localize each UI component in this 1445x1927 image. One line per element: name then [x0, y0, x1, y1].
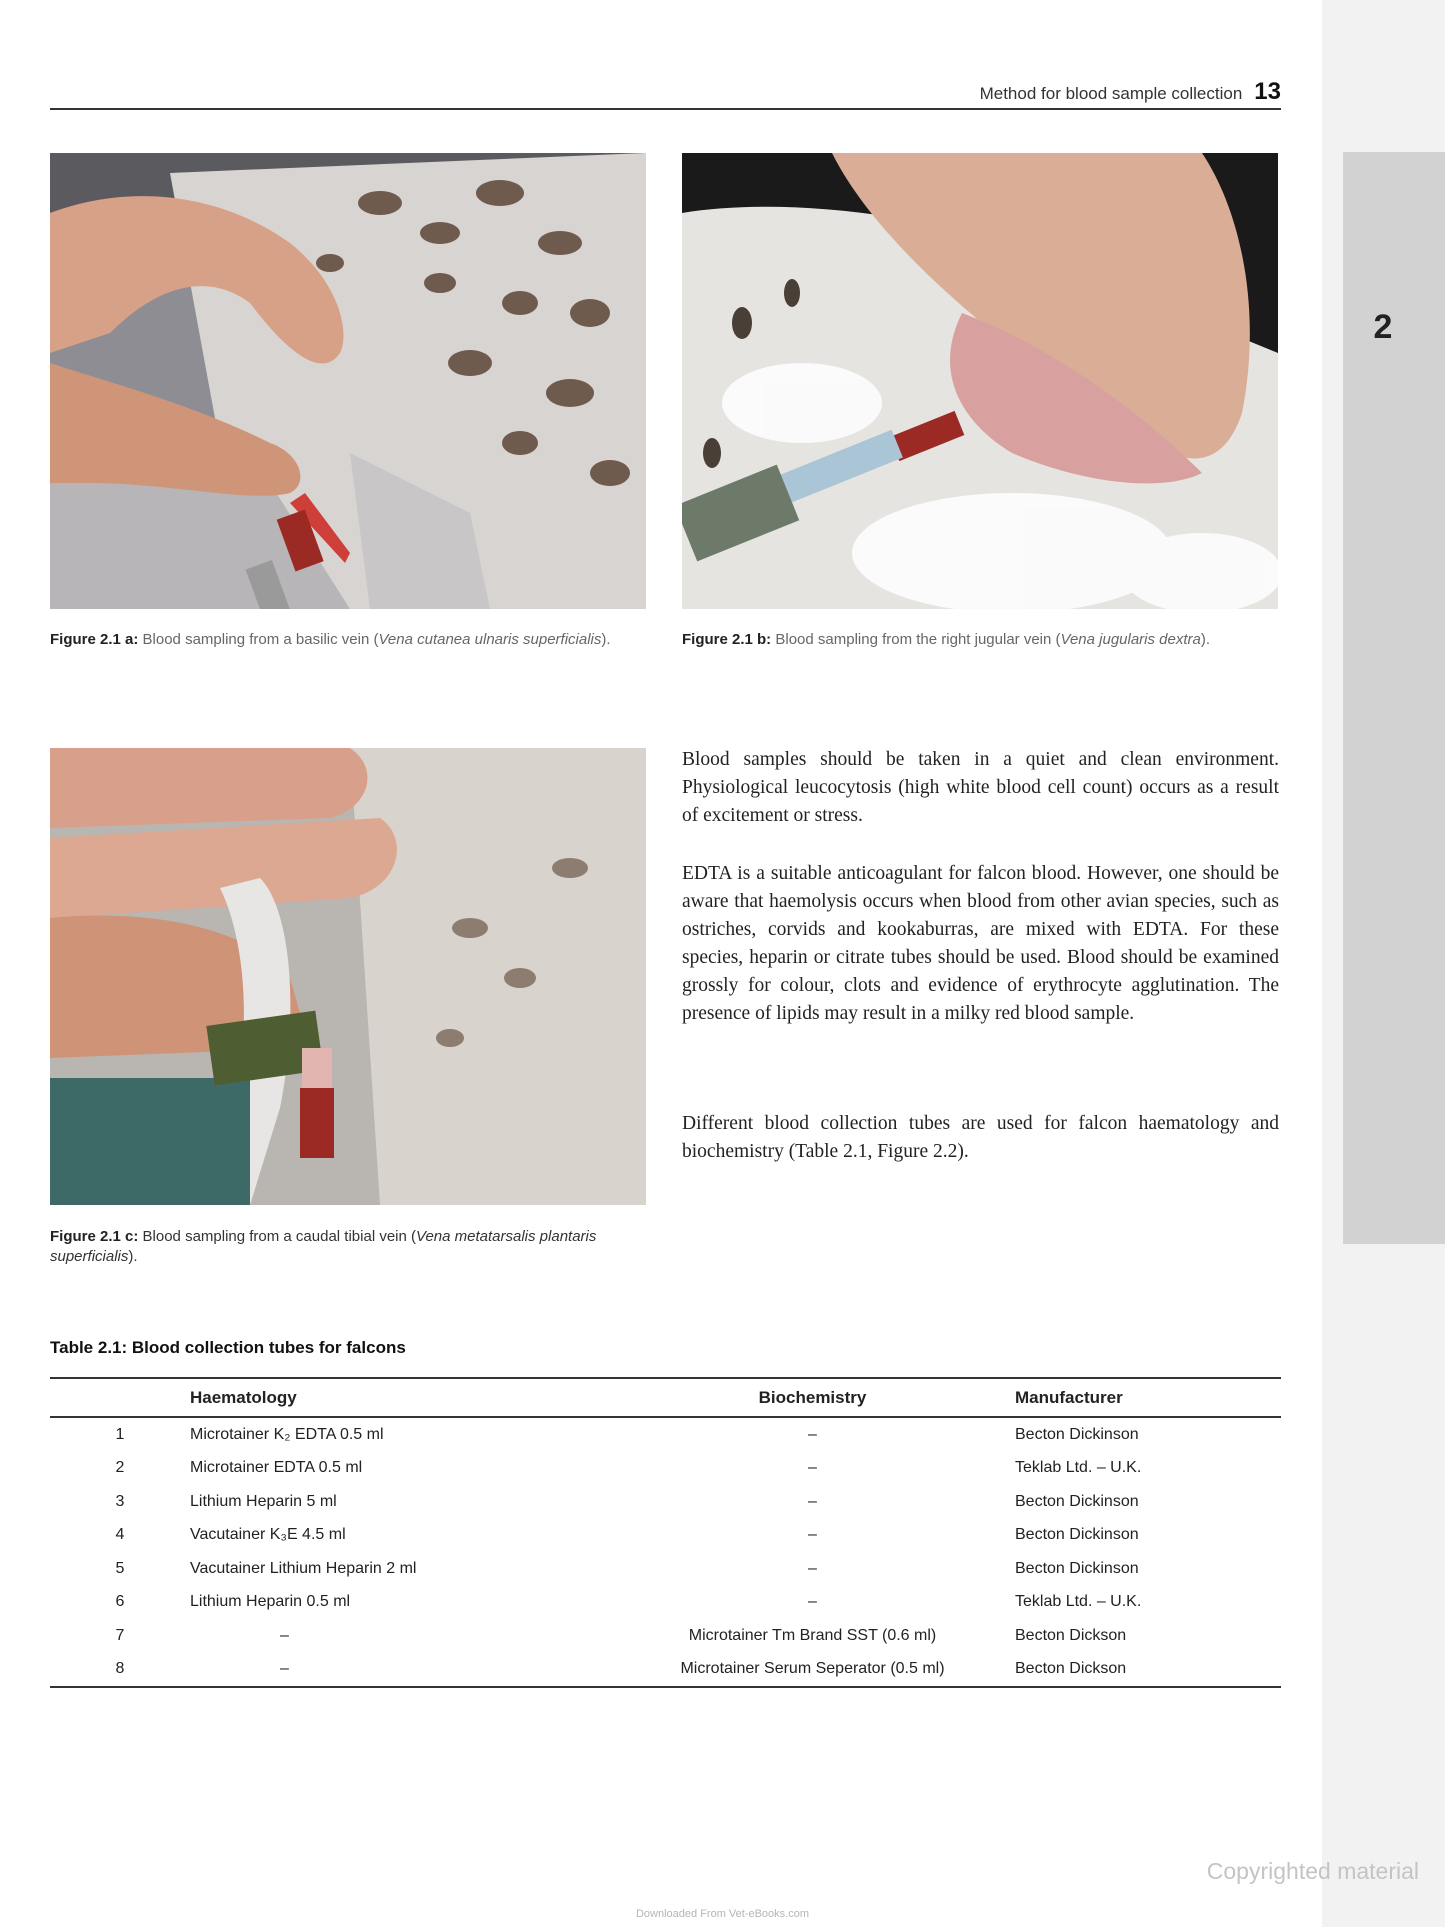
download-source-note: Downloaded From Vet-eBooks.com — [635, 1908, 810, 1920]
photo-basilic-vein-sampling — [50, 153, 646, 609]
running-header — [980, 78, 1281, 106]
header-biochemistry: Biochemistry — [758, 1387, 867, 1407]
cell-haematology: Lithium Heparin 0.5 ml — [190, 1593, 351, 1611]
chapter-number: 2 — [1373, 308, 1393, 346]
cell-biochemistry: – — [808, 1526, 817, 1544]
page-number: 13 — [1254, 78, 1281, 105]
figure-text-c: Blood sampling from a caudal tibial vein ( — [142, 1228, 417, 1245]
figure-text-a: Blood sampling from a basilic vein ( — [142, 631, 379, 648]
cell-manufacturer: Becton Dickson — [1015, 1626, 1127, 1644]
table-row — [50, 1519, 1281, 1553]
header-manufacturer: Manufacturer — [1015, 1387, 1123, 1407]
body-paragraph-2: EDTA is a suitable anticoagulant for falcon blood. However, one should be aware that haemolysis occurs when blood from other avian species, such as ostriches, corvids and kookaburras, are mixed with EDTA. For these species, heparin or citrate tubes should be used. Blood should be examined grossly for colour, clots and evidence of erythrocyte agglutination. The presence of lipids may result in a milky red blood sample. — [682, 863, 1279, 1024]
figure-latin-c: Vena metatarsalis plantaris superficialis — [50, 1228, 597, 1265]
figure-latin-a: Vena cutanea ulnaris superficialis — [378, 631, 602, 648]
copyright-watermark: Copyrighted material — [1206, 1858, 1419, 1884]
row-index: 1 — [115, 1425, 125, 1443]
cell-manufacturer: Becton Dickinson — [1015, 1526, 1139, 1544]
cell-manufacturer: Becton Dickinson — [1015, 1492, 1139, 1510]
cell-manufacturer: Becton Dickinson — [1015, 1559, 1139, 1577]
cell-biochemistry: – — [808, 1559, 817, 1577]
body-paragraph-3: Different blood collection tubes are used for falcon haematology and biochemistry (Table 2.1, Figure 2.2). — [682, 1113, 1279, 1162]
cell-manufacturer: Teklab Ltd. – U.K. — [1015, 1459, 1142, 1477]
cell-haematology: Microtainer K₂ EDTA 0.5 ml — [190, 1425, 384, 1443]
cell-biochemistry: Microtainer Tm Brand SST (0.6 ml) — [688, 1626, 937, 1644]
photo-jugular-vein-sampling — [682, 153, 1278, 609]
body-paragraph-1: Blood samples should be taken in a quiet and clean environment. Physiological leucocytosis (high white blood cell count) occurs as a result of excitement or stress. — [682, 749, 1279, 826]
cell-haematology: Lithium Heparin 5 ml — [190, 1492, 337, 1510]
table-row — [50, 1619, 1281, 1653]
figure-caption-a — [50, 630, 646, 650]
table-row — [50, 1586, 1281, 1620]
cell-biochemistry: – — [808, 1593, 817, 1611]
photo-caudal-tibial-vein-sampling — [50, 748, 646, 1205]
figure-label-a: Figure 2.1 a: — [50, 631, 139, 648]
table-title: Table 2.1: Blood collection tubes for falcons — [50, 1338, 406, 1357]
cell-haematology: – — [280, 1626, 289, 1644]
blood-collection-tubes-table — [50, 1377, 1281, 1688]
row-index: 2 — [115, 1459, 125, 1477]
running-title: Method for blood sample collection — [979, 84, 1243, 103]
cell-haematology: Vacutainer K₃E 4.5 ml — [190, 1526, 346, 1544]
table-row — [50, 1417, 1281, 1452]
figure-text-b: Blood sampling from the right jugular vein ( — [775, 631, 1061, 648]
figure-caption-c — [50, 1227, 646, 1267]
header-index — [50, 1378, 190, 1417]
figure-end-a: ). — [601, 631, 611, 648]
header-haematology: Haematology — [190, 1387, 297, 1407]
cell-haematology: – — [280, 1660, 289, 1678]
cell-biochemistry: – — [808, 1492, 817, 1510]
row-index: 3 — [115, 1492, 125, 1510]
figure-label-b: Figure 2.1 b: — [682, 631, 772, 648]
figure-caption-b — [682, 630, 1302, 650]
figure-label-c: Figure 2.1 c: — [50, 1228, 139, 1245]
figure-latin-b: Vena jugularis dextra — [1060, 631, 1201, 648]
table-row — [50, 1485, 1281, 1519]
table-header-row — [50, 1378, 1281, 1417]
cell-manufacturer: Becton Dickinson — [1015, 1425, 1139, 1443]
figure-end-b: ). — [1200, 631, 1211, 648]
row-index: 5 — [115, 1559, 125, 1577]
figure-end-c: ). — [128, 1248, 138, 1265]
header-rule — [50, 108, 1281, 110]
row-index: 4 — [115, 1526, 125, 1544]
cell-biochemistry: – — [808, 1425, 817, 1443]
cell-manufacturer: Teklab Ltd. – U.K. — [1015, 1593, 1142, 1611]
table-row — [50, 1452, 1281, 1486]
row-index: 6 — [115, 1593, 125, 1611]
row-index: 7 — [115, 1626, 125, 1644]
cell-haematology: Microtainer EDTA 0.5 ml — [190, 1459, 363, 1477]
cell-haematology: Vacutainer Lithium Heparin 2 ml — [190, 1559, 417, 1577]
cell-biochemistry: – — [808, 1459, 817, 1477]
cell-manufacturer: Becton Dickson — [1015, 1660, 1127, 1678]
table-row — [50, 1552, 1281, 1586]
cell-biochemistry: Microtainer Serum Seperator (0.5 ml) — [680, 1660, 945, 1678]
row-index: 8 — [115, 1660, 125, 1678]
table-row — [50, 1653, 1281, 1688]
